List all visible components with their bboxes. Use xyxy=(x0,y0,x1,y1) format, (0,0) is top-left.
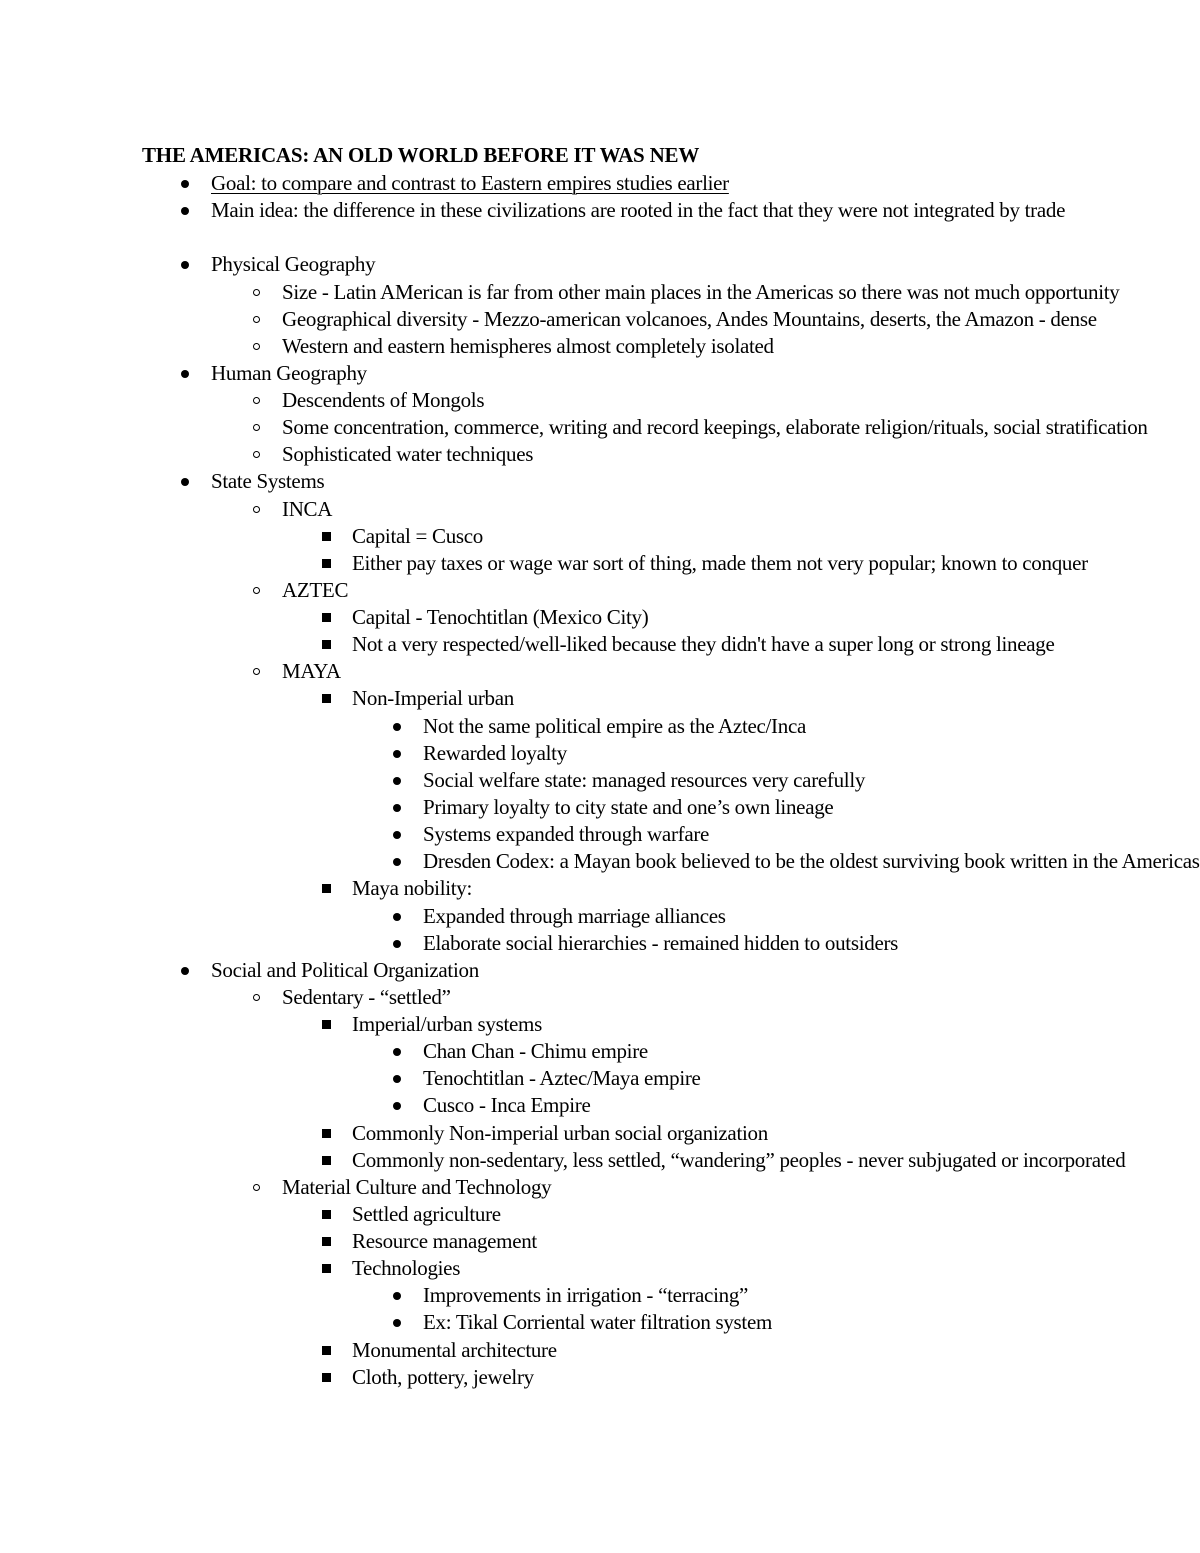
outline-item-text: Tenochtitlan - Aztec/Maya empire xyxy=(423,1066,701,1090)
outline-item-level-2 xyxy=(0,306,1200,333)
bullet-disc-icon xyxy=(388,1065,406,1092)
outline-item-text: Cloth, pottery, jewelry xyxy=(352,1365,534,1389)
bullet-circle-icon xyxy=(247,658,265,685)
outline-item-text: Human Geography xyxy=(211,361,367,385)
outline-item-text: Ex: Tikal Corriental water filtration system xyxy=(423,1310,772,1334)
outline-item-level-2 xyxy=(0,279,1200,306)
outline-item-text: MAYA xyxy=(282,659,341,683)
outline-item-text: Commonly Non-imperial urban social organization xyxy=(352,1121,768,1145)
outline-item-text: Capital - Tenochtitlan (Mexico City) xyxy=(352,605,649,629)
outline-item-level-3 xyxy=(0,1011,1200,1038)
outline-item-text: Improvements in irrigation - “terracing” xyxy=(423,1283,749,1307)
outline-item-level-3 xyxy=(0,1201,1200,1228)
bullet-circle-icon xyxy=(247,441,265,468)
outline-item-level-4 xyxy=(0,794,1200,821)
outline-item-text: Either pay taxes or wage war sort of thing, made them not very popular; known to conquer xyxy=(352,551,1088,575)
outline-item-level-2 xyxy=(0,577,1200,604)
bullet-square-icon xyxy=(317,875,335,902)
outline-item-text: Not a very respected/well-liked because they didn't have a super long or strong lineage xyxy=(352,632,1055,656)
outline-item-level-1 xyxy=(0,360,1200,387)
bullet-disc-icon xyxy=(176,170,194,197)
bullet-square-icon xyxy=(317,631,335,658)
outline-item-text: Sophisticated water techniques xyxy=(282,442,534,466)
outline-item-level-3 xyxy=(0,550,1200,577)
outline-item-level-2 xyxy=(0,414,1200,441)
outline-item-text: Not the same political empire as the Aztec/Inca xyxy=(423,714,806,738)
bullet-square-icon xyxy=(317,523,335,550)
outline-item-level-3 xyxy=(0,685,1200,712)
outline-item-text: Capital = Cusco xyxy=(352,524,483,548)
outline-item-text: Size - Latin AMerican is far from other main places in the Americas so there was not much opportunity xyxy=(282,280,1120,304)
bullet-disc-icon xyxy=(388,740,406,767)
bullet-disc-icon xyxy=(388,821,406,848)
bullet-circle-icon xyxy=(247,577,265,604)
outline-item-level-2 xyxy=(0,984,1200,1011)
bullet-circle-icon xyxy=(247,279,265,306)
outline-item-text: Technologies xyxy=(352,1256,461,1280)
bullet-circle-icon xyxy=(247,414,265,441)
outline-item-text: Chan Chan - Chimu empire xyxy=(423,1039,648,1063)
outline-item-level-4 xyxy=(0,1092,1200,1119)
outline-item-text: Main idea: the difference in these civilizations are rooted in the fact that they were not integrated by trade xyxy=(211,198,1066,222)
outline-item-text: Dresden Codex: a Mayan book believed to be the oldest surviving book written in the Americas xyxy=(423,849,1200,873)
outline-item-level-3 xyxy=(0,875,1200,902)
outline-item-text: Monumental architecture xyxy=(352,1338,557,1362)
bullet-disc-icon xyxy=(388,1309,406,1336)
outline-item-level-3 xyxy=(0,523,1200,550)
bullet-square-icon xyxy=(317,1011,335,1038)
outline-item-text: Primary loyalty to city state and one’s own lineage xyxy=(423,795,834,819)
outline-item-text: Geographical diversity - Mezzo-american volcanoes, Andes Mountains, deserts, the Amazon - dense xyxy=(282,307,1097,331)
outline-item-level-2 xyxy=(0,387,1200,414)
outline-item-level-2 xyxy=(0,333,1200,360)
outline-item-level-3 xyxy=(0,1337,1200,1364)
outline-item-text: Sedentary - “settled” xyxy=(282,985,451,1009)
bullet-disc-icon xyxy=(176,251,194,278)
outline-item-level-1 xyxy=(0,170,1200,197)
bullet-square-icon xyxy=(317,604,335,631)
outline-item-level-4 xyxy=(0,767,1200,794)
outline-item-level-1 xyxy=(0,957,1200,984)
bullet-disc-icon xyxy=(176,360,194,387)
bullet-circle-icon xyxy=(247,387,265,414)
bullet-disc-icon xyxy=(388,767,406,794)
bullet-square-icon xyxy=(317,550,335,577)
outline-item-level-2 xyxy=(0,658,1200,685)
document-title: THE AMERICAS: AN OLD WORLD BEFORE IT WAS NEW xyxy=(142,143,700,167)
outline-item-text: Resource management xyxy=(352,1229,537,1253)
outline-item-level-4 xyxy=(0,1038,1200,1065)
bullet-square-icon xyxy=(317,1120,335,1147)
outline-item-level-3 xyxy=(0,1147,1200,1174)
outline-item-text: Social and Political Organization xyxy=(211,958,479,982)
outline-item-level-2 xyxy=(0,496,1200,523)
outline-item-level-4 xyxy=(0,1065,1200,1092)
outline-item-level-1 xyxy=(0,197,1200,224)
blank-line xyxy=(0,224,1200,251)
outline-item-text: Commonly non-sedentary, less settled, “wandering” peoples - never subjugated or incorporated xyxy=(352,1148,1126,1172)
outline-item-level-2 xyxy=(0,441,1200,468)
outline-item-text: AZTEC xyxy=(282,578,349,602)
bullet-disc-icon xyxy=(388,903,406,930)
bullet-disc-icon xyxy=(388,1038,406,1065)
bullet-circle-icon xyxy=(247,1174,265,1201)
bullet-circle-icon xyxy=(247,984,265,1011)
outline-item-level-3 xyxy=(0,1364,1200,1391)
outline-item-level-4 xyxy=(0,1282,1200,1309)
bullet-disc-icon xyxy=(388,1282,406,1309)
outline-item-level-4 xyxy=(0,740,1200,767)
outline-item-text: INCA xyxy=(282,497,333,521)
bullet-square-icon xyxy=(317,1228,335,1255)
outline-item-text: Goal: to compare and contrast to Eastern empires studies earlier xyxy=(211,171,729,195)
outline-item-level-3 xyxy=(0,604,1200,631)
outline-item-text: Some concentration, commerce, writing and record keepings, elaborate religion/rituals, social stratification xyxy=(282,415,1148,439)
outline-item-text: Material Culture and Technology xyxy=(282,1175,552,1199)
outline-item-level-3 xyxy=(0,1255,1200,1282)
bullet-circle-icon xyxy=(247,306,265,333)
bullet-square-icon xyxy=(317,1364,335,1391)
outline-item-text: Social welfare state: managed resources very carefully xyxy=(423,768,866,792)
outline-item-level-4 xyxy=(0,821,1200,848)
outline-item-level-1 xyxy=(0,251,1200,278)
bullet-disc-icon xyxy=(176,197,194,224)
outline-item-text: Descendents of Mongols xyxy=(282,388,485,412)
bullet-square-icon xyxy=(317,1147,335,1174)
outline-item-text: Elaborate social hierarchies - remained hidden to outsiders xyxy=(423,931,899,955)
bullet-disc-icon xyxy=(388,930,406,957)
outline-item-text: Rewarded loyalty xyxy=(423,741,567,765)
outline-item-level-4 xyxy=(0,848,1200,875)
outline-item-text: Western and eastern hemispheres almost completely isolated xyxy=(282,334,774,358)
bullet-disc-icon xyxy=(388,713,406,740)
outline-item-text: Cusco - Inca Empire xyxy=(423,1093,591,1117)
outline-item-text: Maya nobility: xyxy=(352,876,473,900)
outline-item-level-4 xyxy=(0,713,1200,740)
bullet-square-icon xyxy=(317,1201,335,1228)
outline-item-text: Non-Imperial urban xyxy=(352,686,514,710)
outline-item-level-3 xyxy=(0,1228,1200,1255)
outline-item-text: State Systems xyxy=(211,469,325,493)
bullet-circle-icon xyxy=(247,333,265,360)
outline-item-level-4 xyxy=(0,1309,1200,1336)
bullet-square-icon xyxy=(317,685,335,712)
outline-item-level-2 xyxy=(0,1174,1200,1201)
bullet-disc-icon xyxy=(388,848,406,875)
outline-item-level-4 xyxy=(0,903,1200,930)
bullet-square-icon xyxy=(317,1255,335,1282)
outline-item-text: Imperial/urban systems xyxy=(352,1012,542,1036)
outline-item-text: Physical Geography xyxy=(211,252,376,276)
bullet-disc-icon xyxy=(176,468,194,495)
bullet-disc-icon xyxy=(388,794,406,821)
bullet-disc-icon xyxy=(388,1092,406,1119)
outline-item-text: Settled agriculture xyxy=(352,1202,501,1226)
outline-item-level-3 xyxy=(0,1120,1200,1147)
bullet-disc-icon xyxy=(176,957,194,984)
outline-item-level-4 xyxy=(0,930,1200,957)
outline-item-level-3 xyxy=(0,631,1200,658)
bullet-square-icon xyxy=(317,1337,335,1364)
outline-item-text: Expanded through marriage alliances xyxy=(423,904,726,928)
outline-item-text: Systems expanded through warfare xyxy=(423,822,710,846)
bullet-circle-icon xyxy=(247,496,265,523)
outline-item-level-1 xyxy=(0,468,1200,495)
